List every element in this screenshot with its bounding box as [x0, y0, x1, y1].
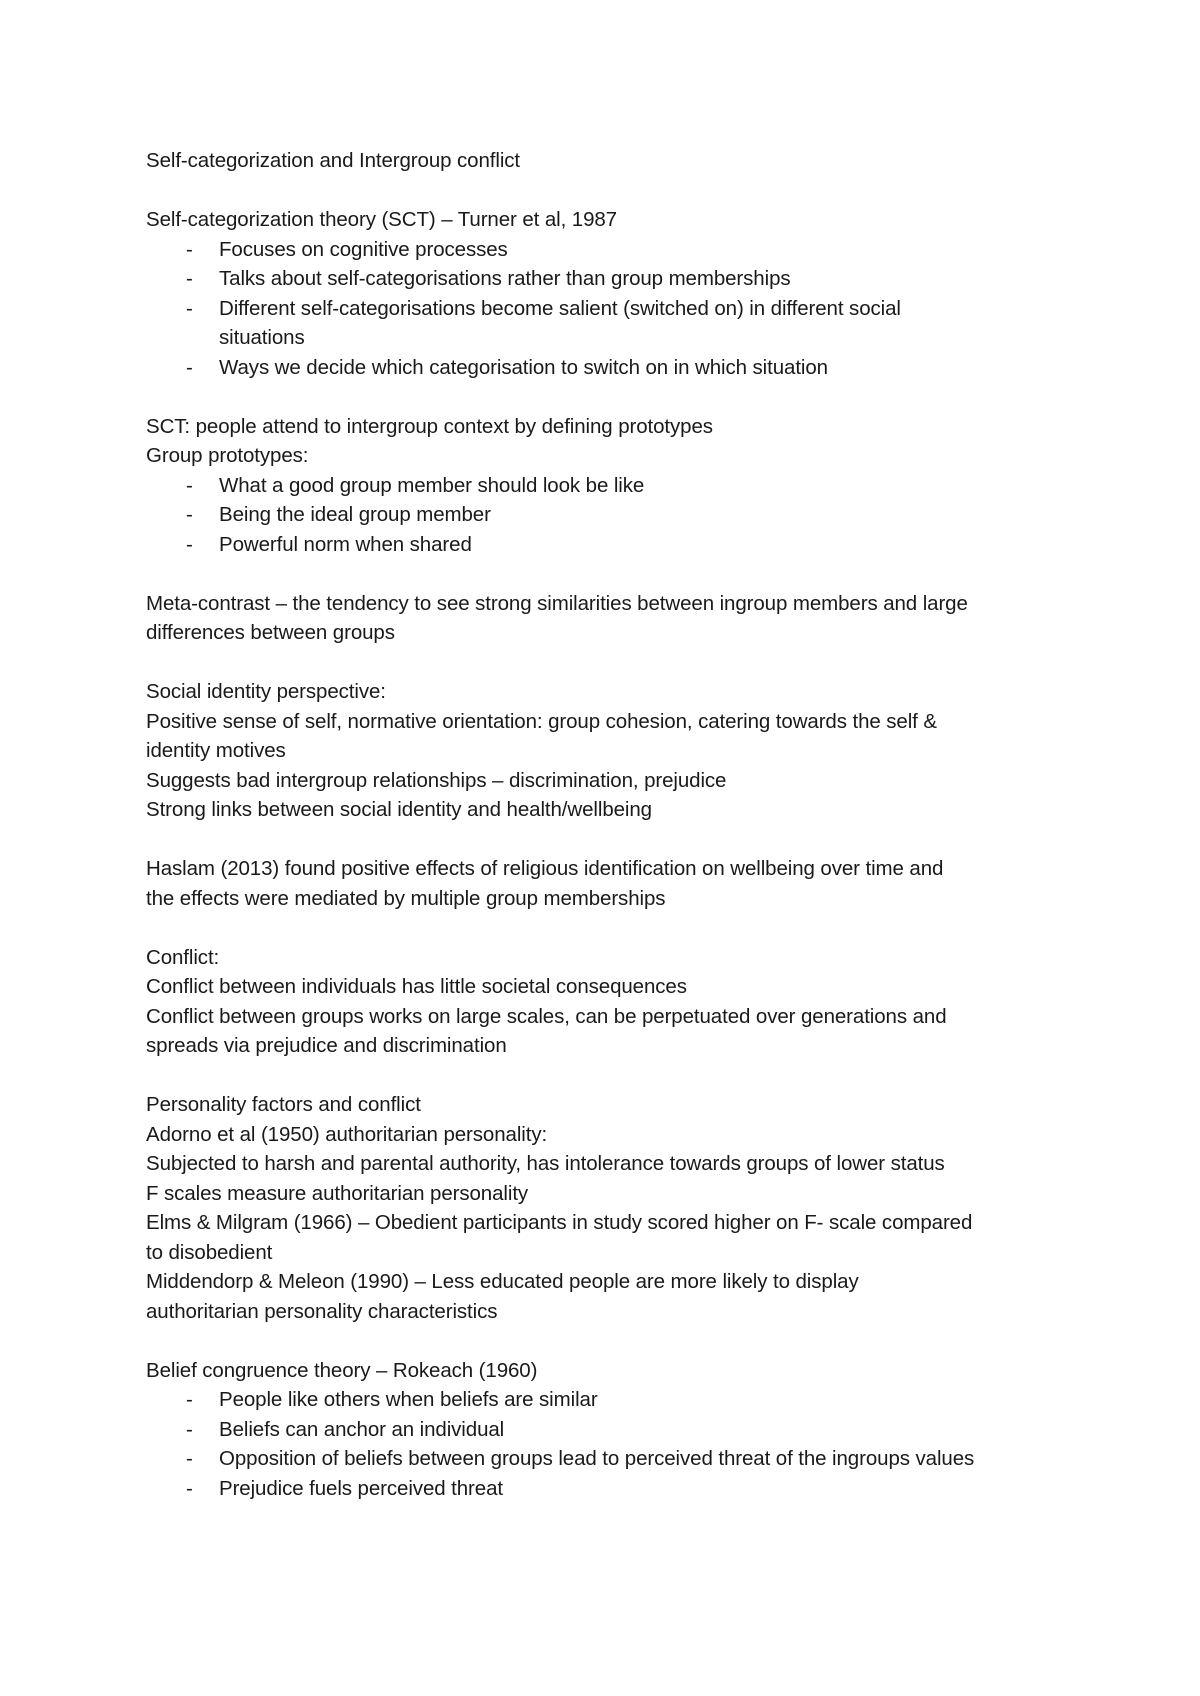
text-line: Group prototypes:	[146, 444, 309, 467]
section-block	[146, 412, 1086, 560]
list-item-text: People like others when beliefs are similar	[219, 1388, 598, 1411]
text-line: Belief congruence theory – Rokeach (1960)	[146, 1358, 538, 1382]
document-title: Self-categorization and Intergroup conflict	[146, 149, 521, 172]
dash-bullet-icon: -	[186, 532, 193, 556]
text-line: F scales measure authoritarian personality	[146, 1181, 529, 1205]
list-item-text: Opposition of beliefs between groups lead to perceived threat of the ingroups values	[219, 1447, 975, 1470]
text-line: Conflict between groups works on large scales, can be perpetuated over generations and	[146, 1004, 947, 1028]
list-item-text: Ways we decide which categorisation to switch on in which situation	[219, 355, 828, 379]
text-line: differences between groups	[146, 621, 395, 644]
list-item-text: Beliefs can anchor an individual	[219, 1417, 505, 1441]
text-line: Middendorp & Meleon (1990) – Less educated people are more likely to display	[146, 1270, 859, 1293]
list-item-text: What a good group member should look be like	[219, 473, 645, 497]
text-line: Personality factors and conflict	[146, 1093, 421, 1116]
list-item	[146, 264, 1086, 294]
list-item	[146, 294, 1086, 353]
dash-bullet-icon: -	[186, 355, 193, 379]
list-item-text: Prejudice fuels perceived threat	[219, 1476, 503, 1500]
list-item-text: Being the ideal group member	[219, 503, 491, 526]
list-item	[146, 235, 1086, 265]
list-item	[146, 530, 1086, 560]
paragraph-spacer	[146, 1061, 1086, 1091]
dash-bullet-icon: -	[186, 473, 193, 497]
list-item	[146, 1415, 1086, 1445]
list-item-text: situations	[219, 326, 305, 349]
bullet-list	[146, 471, 1086, 560]
paragraph-spacer	[146, 648, 1086, 678]
bullet-list	[146, 1385, 1086, 1503]
text-line: spreads via prejudice and discrimination	[146, 1034, 507, 1057]
paragraph-spacer	[146, 176, 1086, 206]
text-line: authoritarian personality characteristics	[146, 1299, 498, 1323]
section-block	[146, 1090, 1086, 1326]
paragraph-spacer	[146, 1326, 1086, 1356]
section-block	[146, 205, 1086, 382]
text-line: Suggests bad intergroup relationships – discrimination, prejudice	[146, 768, 727, 792]
list-item-text: Different self-categorisations become salient (switched on) in different social	[219, 296, 901, 320]
text-line: Social identity perspective:	[146, 680, 386, 703]
list-item	[146, 353, 1086, 383]
dash-bullet-icon: -	[186, 503, 193, 526]
list-item	[146, 471, 1086, 501]
paragraph-spacer	[146, 382, 1086, 412]
section-block	[146, 943, 1086, 1061]
text-line: Haslam (2013) found positive effects of religious identification on wellbeing over time and	[146, 857, 944, 880]
dash-bullet-icon: -	[186, 1447, 193, 1470]
text-line: Self-categorization theory (SCT) – Turner et al, 1987	[146, 208, 617, 231]
bullet-list	[146, 235, 1086, 383]
list-item	[146, 500, 1086, 530]
text-line: Positive sense of self, normative orientation: group cohesion, catering towards the self &	[146, 709, 937, 733]
list-item-text: Powerful norm when shared	[219, 532, 472, 556]
section-block	[146, 677, 1086, 825]
list-item	[146, 1385, 1086, 1415]
text-line: Elms & Milgram (1966) – Obedient participants in study scored higher on F- scale compared	[146, 1211, 973, 1234]
dash-bullet-icon: -	[186, 1388, 193, 1411]
document-body	[146, 176, 1086, 1504]
text-line: Conflict between individuals has little societal consequences	[146, 975, 687, 998]
section-block	[146, 854, 1086, 913]
paragraph-spacer	[146, 559, 1086, 589]
text-line: Subjected to harsh and parental authority, has intolerance towards groups of lower status	[146, 1152, 945, 1175]
text-line: Adorno et al (1950) authoritarian personality:	[146, 1122, 548, 1146]
section-block	[146, 589, 1086, 648]
text-line: Strong links between social identity and health/wellbeing	[146, 798, 652, 821]
paragraph-spacer	[146, 913, 1086, 943]
dash-bullet-icon: -	[186, 237, 193, 261]
text-line: Conflict:	[146, 945, 220, 969]
dash-bullet-icon: -	[186, 1476, 193, 1500]
list-item	[146, 1474, 1086, 1504]
text-line: identity motives	[146, 739, 286, 762]
text-line: to disobedient	[146, 1240, 273, 1264]
text-line: Meta-contrast – the tendency to see strong similarities between ingroup members and large	[146, 591, 968, 615]
section-block	[146, 1356, 1086, 1504]
dash-bullet-icon: -	[186, 1417, 193, 1441]
paragraph-spacer	[146, 825, 1086, 855]
dash-bullet-icon: -	[186, 267, 193, 290]
list-item-text: Talks about self-categorisations rather than group memberships	[219, 267, 791, 290]
list-item	[146, 1444, 1086, 1474]
list-item-text: Focuses on cognitive processes	[219, 237, 508, 261]
text-line: SCT: people attend to intergroup context by defining prototypes	[146, 414, 713, 438]
dash-bullet-icon: -	[186, 296, 193, 320]
text-line: the effects were mediated by multiple group memberships	[146, 886, 666, 910]
document-page	[146, 146, 1086, 1503]
